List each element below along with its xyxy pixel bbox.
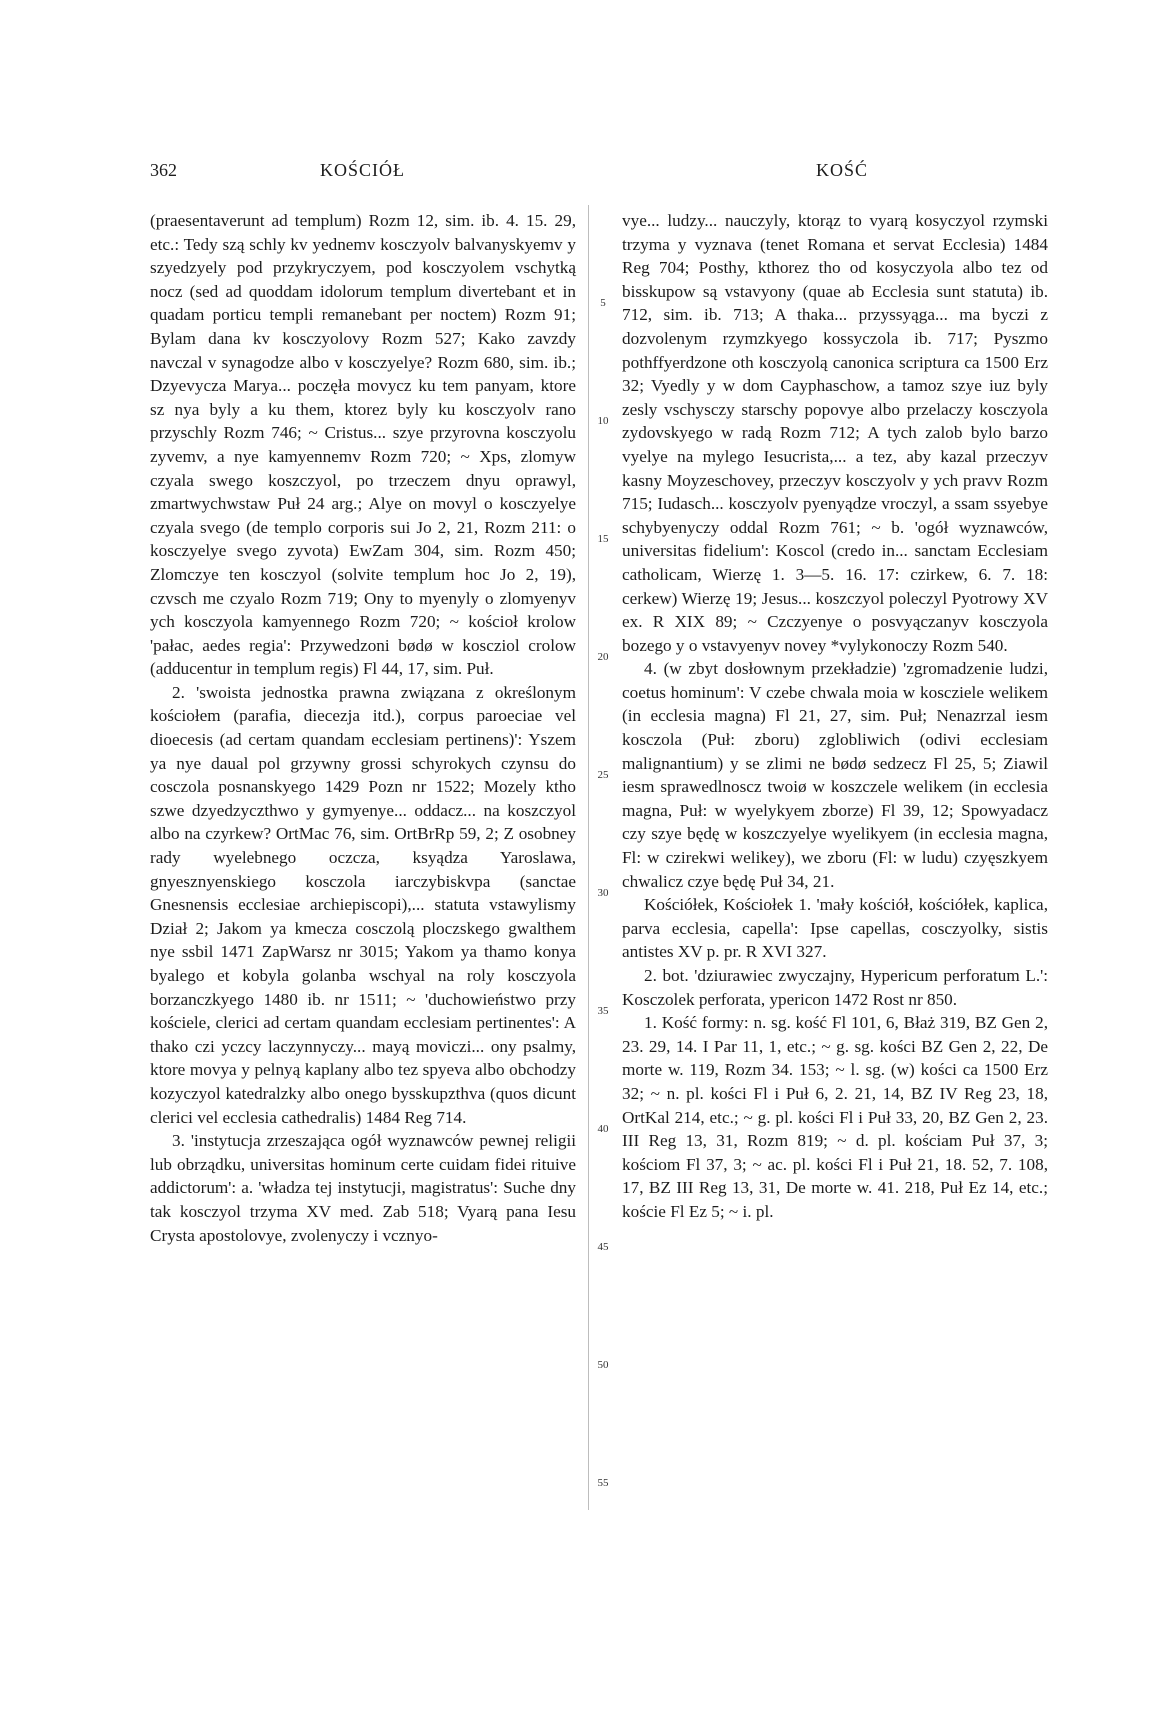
running-headword-left: KOŚCIÓŁ <box>320 160 406 180</box>
page-number: 362 <box>150 160 177 180</box>
line-number: 55 <box>597 1477 609 1489</box>
entry-paragraph: 4. (w zbyt dosłownym przekładzie) 'zgromadzenie ludzi, coetus hominum': V czebe chwala moia w koscziele welikem (in ecclesia magna) Fl 21, 27, sim. Puł; Nenazrzal iesm kosczola (Puł: zboru) zglobliwich (odivi ecclesiam malignantium) y se zlimi ne bødø sedzecz Fl 25, 5; Ziawil iesm sprawedlnoscz twoiø w koszczele welikem (in ecclesia magna, Puł: w wyelykyem zborze) Fl 39, 12; Spowyadacz czy szye będę w koszczyelye wyelikyem (in ecclesia magna, Fl: w czirekwi welikey), we zboru (Fl: w ludu) czyęszkyem chwalicz czye będę Puł 34, 21. <box>622 659 1048 891</box>
right-column <box>622 209 1048 1224</box>
line-number: 10 <box>597 415 609 427</box>
line-number: 30 <box>597 887 609 899</box>
line-number: 50 <box>597 1359 609 1371</box>
entry-paragraph: 3. 'instytucja zrzeszająca ogół wyznawców pewnej religii lub obrządku, universitas hominum certe cuidam fidei rituive addictorum': a. 'władza tej instytucji, magistratus': Suche dny tak kosczyol trzyma XV med. Zab 518; Vyarą pana Iesu Crysta apostolovye, zvolenyczy i vcznyo- <box>150 1131 576 1245</box>
entry-paragraph: 2. 'swoista jednostka prawna związana z określonym kościołem (parafia, diecezja itd.), corpus paroeciae vel dioecesis (ad certam quandam ecclesiam pertinens)': Yszem ya nye daual pol grzywny grossi schyrokych czynsu do cosczola posnanskyego 1429 Pozn nr 1522; Mozely ktho szwe dzyedzyczthwo y gymyenye... oddacz... na koszczyol albo na czyrkew? OrtMac 76, sim. OrtBrRp 59, 2; Z osobney rady wyelebnego oczcza, ksyądza Yaroslawa, gnyesznyenskiego kosczola iarczybiskvpa (sanctae Gnesnensis ecclesiae archiepiscopi),... statuta vstawylismy Dział 2; Jakom ya kmecza cosczolą ploczskego gwalthem nye ssbil 1471 ZapWarsz nr 3015; Yakom ya thamo konya byalego et kobyla golanba wschyal na roly kosczyola borzanczkyego 1480 ib. nr 1511; ~ 'duchowieństwo przy kościele, clerici ad certam quandam ecclesiam pertinentes': A thako czi yczcy laczynnyczy... mayą moviczi... ony psalmy, ktore movya y pelnyą kaplany albo tez spyeva albo obchodzy kozyczyol katedralzky albo onego bysskupzthva (quos dicunt clerici vel ecclesia cathedralis) 1484 Reg 714. <box>150 682 576 1127</box>
page-header <box>0 160 1175 184</box>
entry-kosciolek-2: 2. bot. 'dziurawiec zwyczajny, Hypericum perforatum L.': Kosczolek perforata, ypericon 1472 Rost nr 850. <box>622 966 1048 1009</box>
line-number: 20 <box>597 651 609 663</box>
entry-paragraph: (praesentaverunt ad templum) Rozm 12, sim. ib. 4. 15. 29, etc.: Tedy szą schly kv yednemv kosczyolv balvanyskyemv y szyedzyely pod przykryczyem, pod kosczyolem vschytką nocz (sed ad quoddam idolorum templum divertebant et in quadam porticu templi remanebant per noctem) Rozm 91; Bylam dana kv kosczyolovy Rozm 527; Kako zavzdy navczal v synagodze albo v kosczyelye? Rozm 680, sim. ib.; Dzyevycza Marya... poczęła movycz ku tem panyam, ktore sz nya byly a ku them, ktorez byly ku kosczyolv rano przyschly Rozm 746; ~ Cristus... szye przyrovna kosczyolu zyvemv, a nye kamyennemv Rozm 720; ~ Xps, zlomyw czyala swego koszczyol, po trzeczem dnyu oprawyl, zmartwychwstaw Puł 24 arg.; Alye on movyl o kosczyelye czyala svego (de templo corporis sui Jo 2, 21, Rozm 211: o kosczyelye svego zyvota) EwZam 304, sim. Rozm 450; Zlomczye ten kosczyol (solvite templum hoc Jo 2, 19), czvsch me czyalo Rozm 719; Ony to myenyly o zlomyenyv ych kosczyola kamyennego Rozm 720; ~ kościoł krolow 'pałac, aedes regia': Przywedzoni bødø w koscziol crolow (adducentur in templum regis) Fl 44, 17, sim. Puł. <box>150 211 576 679</box>
entry-paragraph: vye... ludzy... nauczyly, ktorąz to vyarą kosyczyol rzymski trzyma y vyznava (tenet Romana et servat Ecclesia) 1484 Reg 704; Posthy, kthorez tho od kosyczyola albo tez od bisskupow są vstavyony (quae ab Ecclesia sunt statuta) ib. 712, sim. ib. 713; A thaka... przyssyąga... ma byczi z dozvolenym rzymzkyego kossyczola ib. 717; Pyszmo pothffyerdzone oth kosczyolą canonica scriptura ca 1500 Erz 32; Vyedly y w dom Cayphaschow, a tamoz szye iuz byly zesly vschysczy starschy popovye albo przelaczy kosczyola zydovskyego w radą Rozm 712; A tych zalob bylo barzo vyelye na mylego Iesucrista,... a tez, aby kazal przeczyv kasny Moyzeschovey, przeczyv kosczyolv y ych pravv Rozm 715; Iudasch... kosczyolv pyenyądze vroczyl, a ssam ssyebye schybyenyczy oddal Rozm 761; ~ b. 'ogół wyznawców, universitas fidelium': Koscol (credo in... sanctam Ecclesiam catholicam, Wierzę 1. 3—5. 16. 17: czirkew, 6. 7. 18: cerkew) Wierzę 19; Jesus... koszczyol poleczyl Pyotrowy XV ex. R XIX 89; ~ Czczyenye o posvyączanyv kosczyola bozego y o vstavyenyv novey *vylykonoczy Rozm 540. <box>622 211 1048 655</box>
line-number: 45 <box>597 1241 609 1253</box>
left-column <box>150 209 576 1247</box>
line-number: 35 <box>597 1005 609 1017</box>
entry-kosc: 1. Kość formy: n. sg. kość Fl 101, 6, Błaż 319, BZ Gen 2, 23. 29, 14. I Par 11, 1, etc.; ~ g. sg. kości BZ Gen 2, 22, De morte w. 119, Rozm 34. 153; ~ l. sg. (w) kości ca 1500 Erz 32; ~ n. pl. kości Fl i Puł 6, 2. 21, 14, BZ IV Reg 23, 18, OrtKal 214, etc.; ~ g. pl. kości Fl i Puł 33, 20, BZ Gen 2, 23. III Reg 13, 31, Rozm 819; ~ d. pl. kościam Puł 37, 3; kościom Fl 37, 3; ~ ac. pl. kości Fl i Puł 21, 18. 52, 7. 108, 17, BZ III Reg 13, 31, De morte w. 41. 218, Puł Ez 14, etc.; koście Fl Ez 5; ~ i. pl. <box>622 1013 1048 1221</box>
entry-kosciolek-1: Kościółek, Kościołek 1. 'mały kościół, kościółek, kaplica, parva ecclesia, capella': Ipse capellas, cosczyolky, sistis antistes XV p. pr. R XVI 327. <box>622 895 1048 962</box>
line-number-gutter <box>591 209 617 1509</box>
line-number: 25 <box>597 769 609 781</box>
running-headword-right: KOŚĆ <box>816 160 869 180</box>
column-separator <box>588 205 589 1510</box>
line-number: 5 <box>600 297 606 309</box>
line-number: 40 <box>597 1123 609 1135</box>
line-number: 15 <box>597 533 609 545</box>
